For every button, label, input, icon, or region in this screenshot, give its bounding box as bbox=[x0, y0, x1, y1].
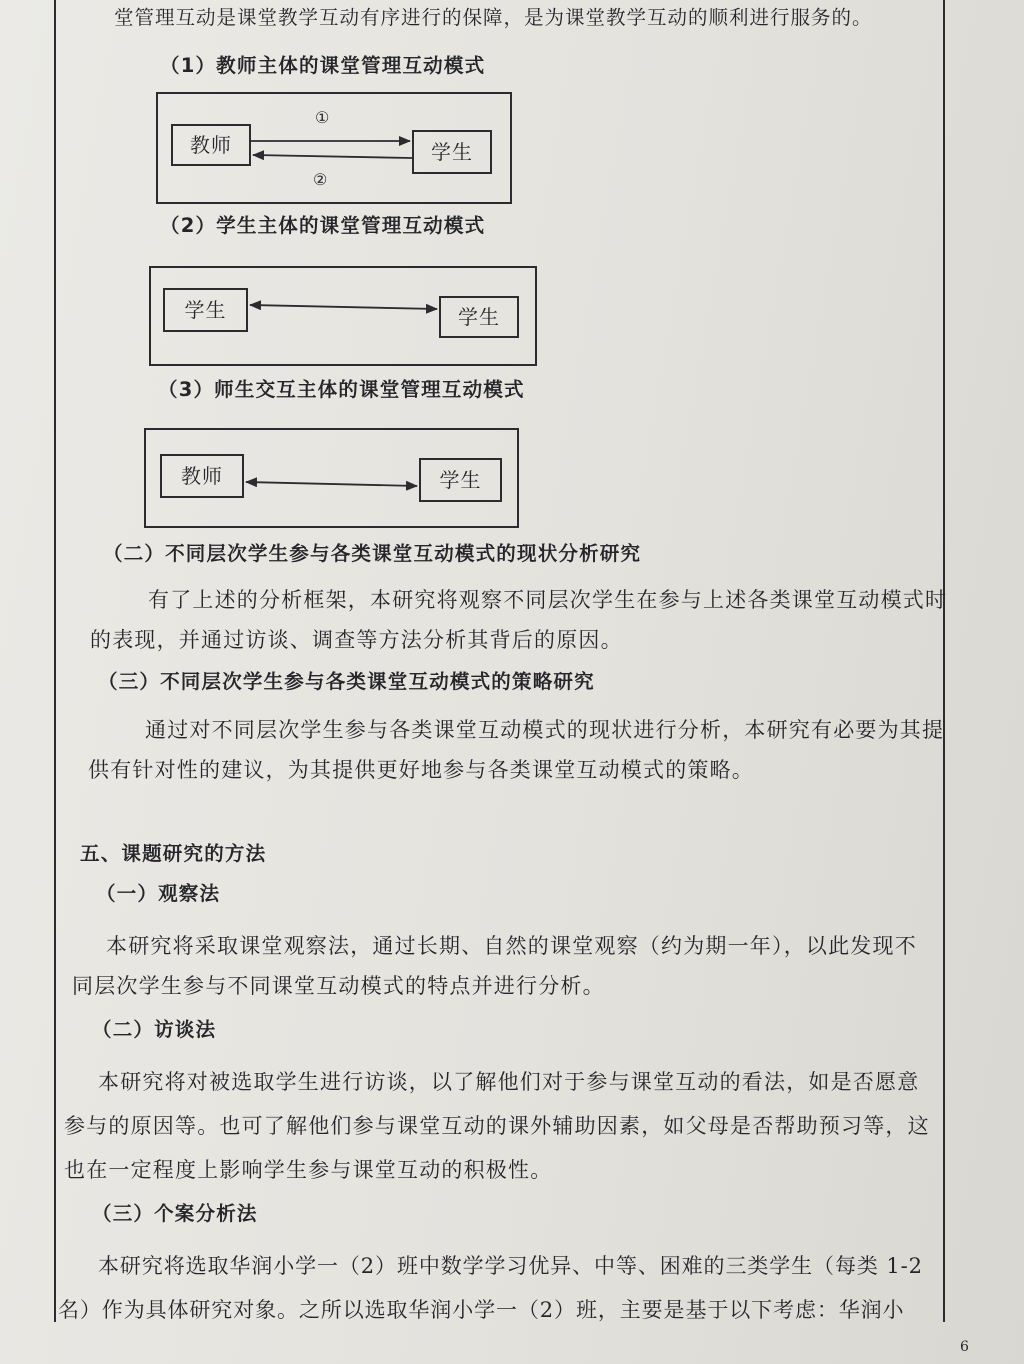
page-number: 6 bbox=[960, 1339, 969, 1355]
method1-heading: （一）观察法 bbox=[96, 882, 221, 905]
method2-line-3: 也在一定程度上影响学生参与课堂互动的积极性。 bbox=[64, 1158, 553, 1182]
method2-line-2: 参与的原因等。也可了解他们参与课堂互动的课外辅助因素，如父母是否帮助预习等，这 bbox=[64, 1114, 930, 1138]
model2-student-node-right: 学生 bbox=[439, 296, 519, 338]
model1-marker-2: ② bbox=[313, 170, 328, 189]
model2-caption: （2）学生主体的课堂管理互动模式 bbox=[160, 214, 486, 237]
section3-heading: （三）不同层次学生参与各类课堂互动模式的策略研究 bbox=[98, 670, 595, 693]
method3-line-1: 本研究将选取华润小学一（2）班中数学学习优异、中等、困难的三类学生（每类 1-2 bbox=[98, 1254, 923, 1278]
section2-line-2: 的表现，并通过访谈、调查等方法分析其背后的原因。 bbox=[90, 628, 623, 652]
model1-caption: （1）教师主体的课堂管理互动模式 bbox=[160, 54, 486, 77]
section2-heading: （二）不同层次学生参与各类课堂互动模式的现状分析研究 bbox=[103, 542, 642, 565]
method3-line-2: 名）作为具体研究对象。之所以选取华润小学一（2）班，主要是基于以下考虑：华润小 bbox=[58, 1298, 905, 1322]
model3-teacher-node: 教师 bbox=[160, 454, 244, 498]
model1-marker-1: ① bbox=[315, 108, 330, 127]
method2-line-1: 本研究将对被选取学生进行访谈，以了解他们对于参与课堂互动的看法，如是否愿意 bbox=[98, 1070, 920, 1094]
model2-student-node-left: 学生 bbox=[163, 288, 248, 332]
section2-line-1: 有了上述的分析框架，本研究将观察不同层次学生在参与上述各类课堂互动模式时 bbox=[148, 588, 948, 612]
method2-heading: （二）访谈法 bbox=[92, 1018, 217, 1041]
model1-student-node: 学生 bbox=[412, 130, 492, 174]
model1-teacher-node: 教师 bbox=[171, 124, 251, 166]
section3-line-2: 供有针对性的建议，为其提供更好地参与各类课堂互动模式的策略。 bbox=[88, 758, 754, 782]
frame-right-border bbox=[943, 0, 945, 1322]
intro-line: 堂管理互动是课堂教学互动有序进行的保障，是为课堂教学互动的顺利进行服务的。 bbox=[114, 6, 873, 29]
frame-left-border bbox=[54, 0, 56, 1322]
section3-line-1: 通过对不同层次学生参与各类课堂互动模式的现状进行分析，本研究有必要为其提 bbox=[145, 718, 945, 742]
model3-student-node: 学生 bbox=[419, 458, 502, 502]
model3-caption: （3）师生交互主体的课堂管理互动模式 bbox=[158, 378, 525, 401]
method3-heading: （三）个案分析法 bbox=[92, 1202, 258, 1225]
chapter5-heading: 五、课题研究的方法 bbox=[80, 842, 267, 865]
method1-line-2: 同层次学生参与不同课堂互动模式的特点并进行分析。 bbox=[72, 974, 605, 998]
method1-line-1: 本研究将采取课堂观察法，通过长期、自然的课堂观察（约为期一年），以此发现不 bbox=[106, 934, 917, 958]
